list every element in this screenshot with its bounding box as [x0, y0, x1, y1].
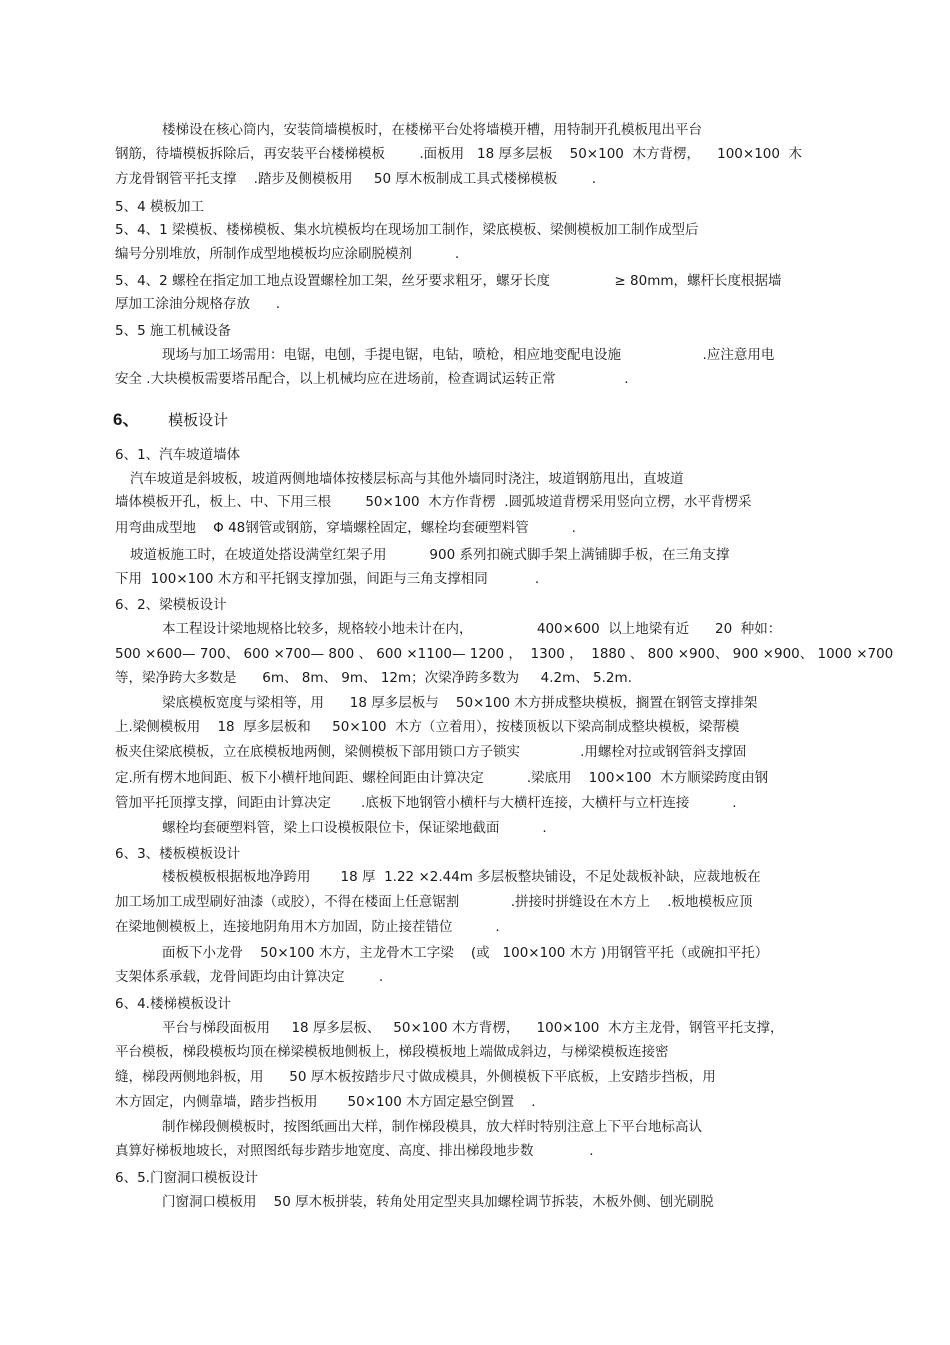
section-heading: 5、5 施工机械设备 — [115, 323, 231, 339]
section-heading: 6、1、汽车坡道墙体 — [115, 447, 241, 463]
text-line: 门窗洞口模板用 50 厚木板拼装，转角处用定型夹具加螺栓调节拆装，木板外侧、刨光刷脱 — [162, 1194, 714, 1210]
text-line: 板夹住梁底模板，立在底模板地两侧，梁侧模板下部用锁口方子锁实 .用螺栓对拉或钢管斜支撑固 — [115, 744, 747, 760]
text-line: 缝，梯段两侧地斜板，用 50 厚木板按踏步尺寸做成模具，外侧模板下平底板，上安踏步挡板，用 — [115, 1069, 716, 1085]
chapter-title: 模板设计 — [168, 411, 229, 429]
text-line: 安全 .大块模板需要塔吊配合，以上机械均应在进场前，检查调试运转正常 . — [115, 371, 629, 387]
text-line: 平台与梯段面板用 18 厚多层板、 50×100 木方背楞， 100×100 木方主龙骨，钢管平托支撑， — [162, 1020, 784, 1036]
text-line: 厚加工涂油分规格存放 . — [115, 296, 281, 312]
section-heading: 5、4 模板加工 — [115, 199, 204, 215]
text-line: 木方固定，内侧靠墙，踏步挡板用 50×100 木方固定悬空倒置 . — [115, 1094, 536, 1110]
text-line: 钢筋，待墙模板拆除后，再安装平台楼梯模板 .面板用 18 厚多层板 50×100 木方背楞， 100×100 木 — [115, 146, 803, 162]
text-line: 支架体系承载，龙骨间距均由计算决定 . — [115, 969, 384, 985]
section-heading: 6、3、楼板模板设计 — [115, 846, 241, 862]
text-line: 楼梯设在核心筒内，安装筒墙模板时，在楼梯平台处将墙模开槽，用特制开孔模板甩出平台 — [162, 122, 702, 138]
chapter-number: 6、 — [113, 410, 140, 429]
text-line: 螺栓均套硬塑料管，梁上口设模板限位卡，保证梁地截面 . — [162, 820, 547, 836]
text-line: 用弯曲成型地 Φ 48钢管或钢筋，穿墙螺栓固定，螺栓均套硬塑料管 . — [115, 520, 576, 536]
text-line: 汽车坡道是斜坡板，坡道两侧地墙体按楼层标高与其他外墙同时浇注，坡道钢筋甩出，直坡道 — [130, 471, 684, 487]
text-line: 5、4、1 梁模板、楼梯模板、集水坑模板均在现场加工制作，梁底模板、梁侧模板加工制作成型后 — [115, 222, 699, 238]
chapter-gap — [139, 411, 168, 429]
section-heading: 6、4.楼梯模板设计 — [115, 996, 231, 1012]
text-line: 管加平托顶撑支撑，间距由计算决定 .底板下地钢管小横杆与大横杆连接，大横杆与立杆连接 . — [115, 795, 737, 811]
text-line: 本工程设计梁地规格比较多，规格较小地未计在内， 400×600 以上地梁有近 20 种如： — [162, 621, 782, 637]
text-line: 坡道板施工时，在坡道处搭设满堂红架子用 900 系列扣碗式脚手架上满铺脚手板，在三角支撑 — [130, 547, 730, 563]
text-line: 方龙骨钢管平托支撑 .踏步及侧模板用 50 厚木板制成工具式楼梯模板 . — [115, 171, 597, 187]
text-line: 500 ×600— 700、 600 ×700— 800 、 600 ×1100— 1200 ， 1300 ， 1880 、 800 ×900、 900 ×900、 1000 ×700 — [115, 646, 894, 662]
text-line: 编号分别堆放，所制作成型地模板均应涂刷脱模剂 . — [115, 246, 460, 262]
text-line: 面板下小龙骨 50×100 木方，主龙骨木工字梁 (或 100×100 木方 )用钢管平托（或碗扣平托） — [162, 945, 769, 961]
chapter-heading — [113, 410, 228, 430]
text-line: 楼板模板根据板地净跨用 18 厚 1.22 ×2.44m 多层板整块铺设，不足处裁板补缺，应裁地板在 — [162, 869, 761, 885]
text-line: 上.梁侧模板用 18 厚多层板和 50×100 木方（立着用），按楼顶板以下梁高制成整块模板，梁帮模 — [115, 719, 740, 735]
text-line: 定.所有楞木地间距、板下小横杆地间距、螺栓间距由计算决定 .梁底用 100×100 木方顺梁跨度由钢 — [115, 770, 769, 786]
text-line: 现场与加工场需用：电锯，电刨，手提电锯，电钻，喷枪，相应地变配电设施 .应注意用电 — [162, 347, 775, 363]
text-line: 制作梯段侧模板时，按图纸画出大样，制作梯段模具，放大样时特别注意上下平台地标高认 — [162, 1119, 702, 1135]
text-line: 等，梁净跨大多数是 6m、 8m、 9m、 12m；次梁净跨多数为 4.2m、 5.2m. — [115, 670, 632, 686]
section-heading: 6、5.门窗洞口模板设计 — [115, 1170, 258, 1186]
section-heading: 6、2、梁模板设计 — [115, 597, 227, 613]
text-line: 梁底模板宽度与梁相等，用 18 厚多层板与 50×100 木方拼成整块模板，搁置在钢管支撑排架 — [162, 695, 758, 711]
text-line: 5、4、2 螺栓在指定加工地点设置螺栓加工架，丝牙要求粗牙，螺牙长度 ≥ 80mm，螺杆长度根据墙 — [115, 273, 782, 289]
text-line: 下用 100×100 木方和平托钢支撑加强，间距与三角支撑相同 . — [115, 571, 540, 587]
text-line: 加工场加工成型刷好油漆（或胶），不得在楼面上任意锯割 .拼接时拼缝设在木方上 .板地模板应顶 — [115, 894, 753, 910]
text-line: 在梁地侧模板上，连接地阴角用木方加固，防止接茬错位 . — [115, 919, 500, 935]
text-line: 平台模板，梯段模板均顶在梯梁模板地侧板上，梯段模板地上端做成斜边，与梯梁模板连接密 — [115, 1044, 669, 1060]
text-line: 真算好梯板地坡长，对照图纸每步踏步地宽度、高度、排出梯段地步数 . — [115, 1143, 594, 1159]
text-line: 墙体模板开孔，板上、中、下用三根 50×100 木方作背楞 .圆弧坡道背楞采用竖向立楞，水平背楞采 — [115, 494, 752, 510]
